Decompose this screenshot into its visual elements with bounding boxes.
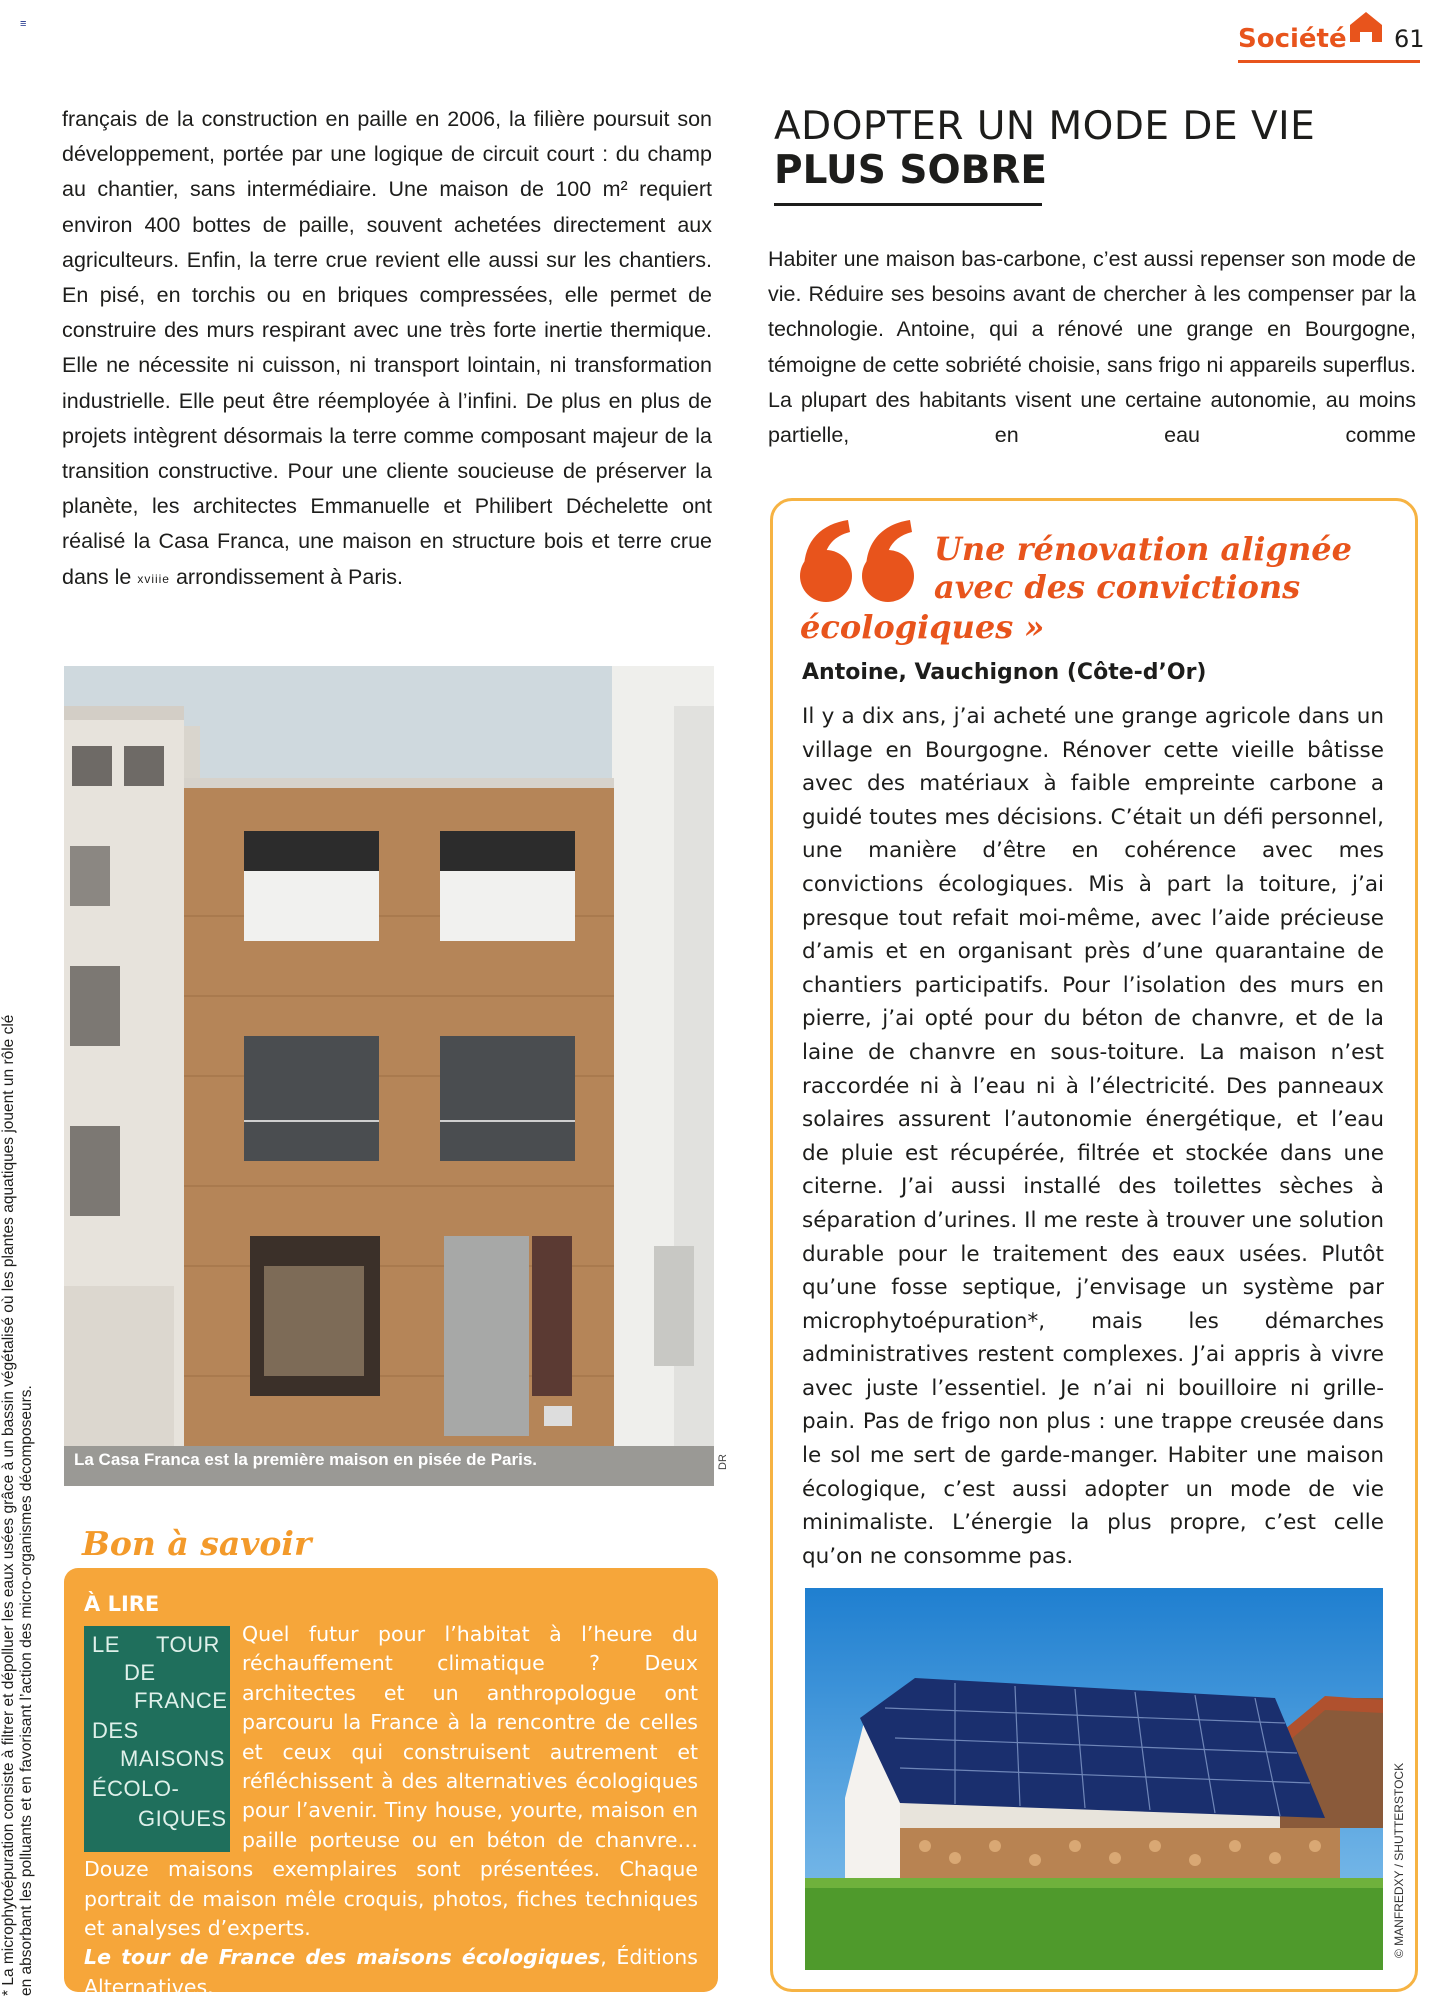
arrondissement-number: xviiie <box>137 571 170 586</box>
testimony-body: Il y a dix ans, j’ai acheté une grange agricole dans un village en Bourgogne. Rénover cette vieille bâtisse avec des matériaux à faible empreinte carbone a guidé toutes mes décisions. C’était un défi personnel, une manière d’être en cohérence avec mes convictions écologiques. Mis à part la toiture, j’ai presque tout refait moi-même, avec l’aide précieuse d’amis et en organisant près d’une quarantaine de chantiers participatifs. Pour l’isolation des murs en pierre, j’ai opté pour du béton de chanvre, et de la laine de chanvre en sous-toiture. La maison n’est raccordée ni à l’eau ni à l’électricité. Des panneaux solaires assurent l’autonomie énergétique, et l’eau de pluie est récupérée, filtrée et stockée dans une citerne. J’ai aussi installé des toilettes sèches à séparation d’urines. Il me reste à trouver une solution durable pour le traitement des eaux usées. Plutôt qu’une fosse septique, j’envisage un système par microphytoépuration*, mais les démarches administratives restent complexes. J’ai appris à vivre avec juste l’essentiel. Je n’ai ni bouilloire ni grille-pain. Pas de frigo non plus : une trappe creusée dans le sol me sert de garde-manger. Habiter une maison écologique, c’est aussi adopter un mode de vie minimaliste. L’énergie la plus propre, c’est celle qu’on ne consomme pas. <box>802 704 1384 1569</box>
right-column-intro: Habiter une maison bas-carbone, c’est aussi repenser son mode de vie. Réduire ses besoins avant de chercher à les compenser par la technologie. Antoine, qui a rénové une grange en Bourgogne, témoigne de cette sobriété choisie, sans frigo ni appareils superflus. La plupart des habitants visent une certaine autonomie, au moins partielle, en eau comme <box>768 247 1416 448</box>
bon-a-savoir-title: Bon à savoir <box>82 1524 312 1563</box>
book-cover-line: DE <box>124 1660 156 1685</box>
section-label: Société <box>1238 24 1347 54</box>
bon-a-savoir-description: Quel futur pour l’habitat à l’heure du réchauffement climatique ? Deux architectes et un anthropologue ont parcouru la France à la rencontre de celles et ceux qui construisent autrement et réfléchissent à des alternatives écologiques pour l’avenir. Tiny house, yourte, maison en paille porteuse ou en béton de chanvre… Douze maisons exemplaires sont présentées. Chaque portrait de maison mêle croquis, photos, fiches techniques et analyses d’experts. <box>84 1622 698 1941</box>
book-cover-line: GIQUES <box>138 1806 227 1831</box>
photo-credit: DR <box>717 1454 729 1470</box>
testimony-title <box>934 530 1352 606</box>
footnote <box>0 996 36 1996</box>
book-cover-line: FRANCE <box>134 1688 228 1713</box>
casa-franca-photo <box>64 666 714 1486</box>
footnote-line-2: en absorbant les polluants et en favorisant l’action des micro-organismes décomposeurs. <box>18 1385 35 1996</box>
page-number: 61 <box>1394 25 1425 53</box>
bon-a-savoir-kicker: À LIRE <box>84 1592 160 1616</box>
footnote-line-1: * La microphytoépuration consiste à filtrer et dépolluer les eaux usées grâce à un bassin végétalisé où les plantes aquatiques jouent un rôle clé <box>0 1014 17 1996</box>
corner-mark: ≡ <box>20 18 27 30</box>
body-text: français de la construction en paille en 2006, la filière poursuit son développement, portée par une logique de circuit court : du champ au chantier, sans intermédiaire. Une maison de 100 m² requiert environ 400 bottes de paille, souvent achetées directement aux agriculteurs. Enfin, la terre crue revient elle aussi sur les chantiers. En pisé, en torchis ou en briques compressées, elle permet de construire des murs respirant avec une très forte inertie thermique. Elle ne nécessite ni cuisson, ni transport lointain, ni transformation industrielle. Elle peut être réemployée à l’infini. De plus en plus de projets intègrent désormais la terre comme composant majeur de la transition constructive. Pour une cliente soucieuse de préserver la planète, les architectes Emmanuelle et Philibert Déchelette ont réalisé la Casa Franca, une maison en structure bois et terre crue dans le <box>62 107 712 589</box>
house-icon <box>1348 10 1384 44</box>
bon-a-savoir-text <box>84 1620 698 2002</box>
header-rule <box>1238 60 1420 63</box>
quote-marks-icon <box>796 518 920 604</box>
headline-rule <box>774 203 1042 206</box>
book-cover <box>84 1626 230 1852</box>
testimony-title-line-2: avec des convictions <box>934 568 1301 606</box>
testimony-author: Antoine, Vauchignon (Côte-d’Or) <box>802 660 1207 685</box>
book-cover-line: MAISONS <box>120 1746 225 1771</box>
photo-credit-solar: © MANFREDXY / SHUTTERSTOCK <box>1392 1762 1406 1958</box>
headline-line-1: ADOPTER UN MODE DE VIE <box>774 104 1316 149</box>
book-cover-line: ÉCOLO- <box>92 1776 180 1801</box>
testimony-title-line-1: Une rénovation alignée <box>934 530 1352 568</box>
book-cover-line: DES <box>92 1718 139 1743</box>
book-title: Le tour de France des maisons écologiques <box>84 1945 601 1970</box>
left-column-body <box>62 102 712 597</box>
testimony-title-line-3: écologiques » <box>800 608 1045 646</box>
book-cover-line: LE <box>92 1632 120 1657</box>
headline-line-2: PLUS SOBRE <box>774 148 1048 193</box>
solar-barn-photo <box>805 1588 1383 1970</box>
photo-caption: La Casa Franca est la première maison en pisée de Paris. <box>74 1450 538 1469</box>
book-cover-line: TOUR <box>156 1632 220 1657</box>
book-publisher: , Éditions Alternatives. <box>84 1945 698 1999</box>
body-text-end: arrondissement à Paris. <box>169 564 403 589</box>
